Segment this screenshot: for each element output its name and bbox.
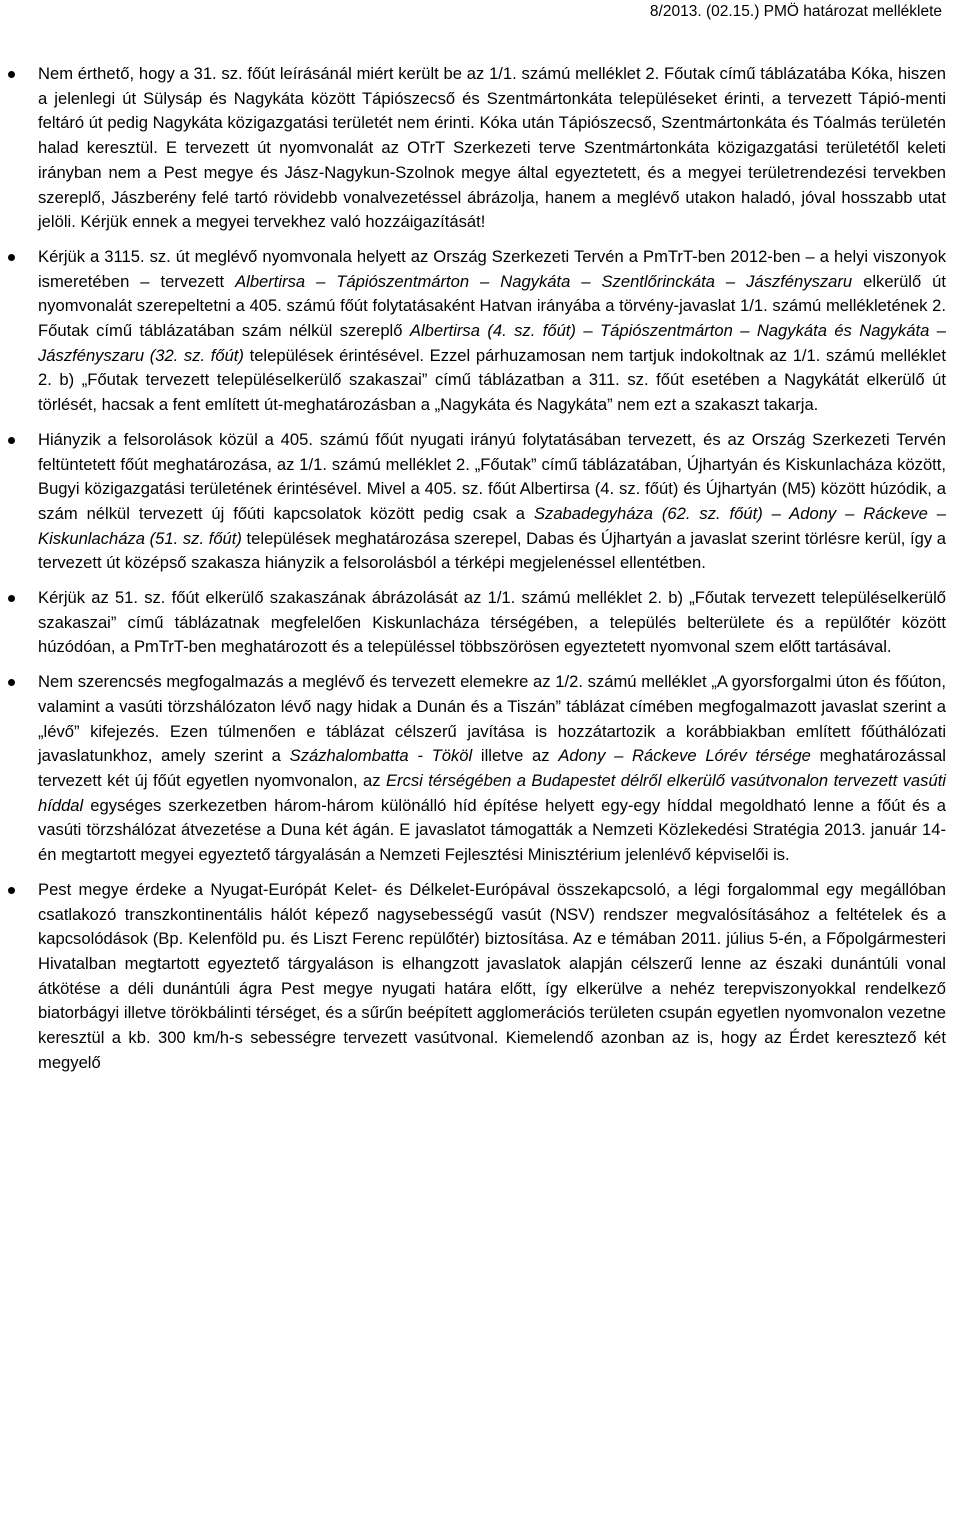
list-item: [38, 62, 946, 235]
list-item: [38, 428, 946, 576]
list-item: [38, 245, 946, 418]
list-item: [38, 878, 946, 1076]
text-run: Kérjük a 3115. sz. út meglévő nyomvonala helyett az Ország Szerkezeti Tervén a PmTrT-ben 2012-ben – a helyi viszonyok ismeretében – tervezett: [38, 246, 946, 291]
page-header: 8/2013. (02.15.) PMÖ határozat melléklete: [649, 3, 942, 20]
text-run: Nem szerencsés megfogalmazás a meglévő és tervezett elemekre az 1/2. számú melléklet „A gyorsforgalmi úton és főúton, valamint a vasúti törzshálózaton lévő nagy hidak a Dunán és a Tiszán” táblázat címében megfogalmazott javaslat szerint a „lévő” kifejezés. Ezen túlmenően e táblázat célszerű javítása is hozzátartozik a korábbiakban említett főúthálózati javaslatunkhoz, amely szerint a: [38, 672, 946, 766]
italic-text: Albertirsa (4. sz. főút) – Tápiószentmárton – Nagykáta és Nagykáta – Jászfényszaru (32. sz. főút): [38, 321, 946, 365]
text-run: egységes szerkezetben három-három különálló híd építése helyett egy-egy híddal megoldható lenne a főút és a vasúti törzshálózat átvezetése a Duna két ágán. E javaslatot támogatták a Nemzeti Közlekedési Stratégia 2013. január 14-én megtartott megyei egyeztető tárgyalásán a Nemzeti Fejlesztési Minisztérium jelenlévő képviselői is.: [38, 795, 946, 865]
bullet-list: [38, 62, 946, 1085]
paragraph: [38, 428, 946, 576]
bullet-icon: [8, 887, 15, 894]
text-run: Kérjük az 51. sz. főút elkerülő szakaszának ábrázolását az 1/1. számú melléklet 2. b) „Főutak tervezett településelkerülő szakaszai” című táblázatnak megfelelően Kiskunlacháza térségében, a település belterülete és a repülőtér között húzódóan, a PmTrT-ben meghatározott és a településsel többszörösen egyeztetett nyomvonal szem előtt tartásával.: [38, 588, 946, 657]
paragraph: [38, 586, 946, 660]
bullet-icon: [8, 595, 15, 602]
italic-text: Ercsi térségében a Budapestet délről elkerülő vasútvonalon tervezett vasúti híddal: [38, 770, 946, 815]
bullet-icon: [8, 437, 15, 444]
paragraph: [38, 878, 946, 1076]
text-run: elkerülő út nyomvonalát szerepeltetni a 405. számú főút folytatásaként Hatvan irányába a törvény-javaslat 1/1. számú mellékletének 2. Főutak című táblázatában szám nélkül szereplő: [38, 271, 947, 341]
italic-text: Százhalombatta - Tököl: [289, 746, 473, 766]
text-run: Hiányzik a felsorolások közül a 405. számú főút nyugati irányú folytatásában tervezett, és az Ország Szerkezeti Tervén feltüntetett főút meghatározása, az 1/1. számú melléklet 2. „Főutak” című táblázatában, Újhartyán és Kiskunlacháza között, Bugyi közigazgatási területének érintésével. Mivel a 405. sz. főút Albertirsa (4. sz. főút) és Újhartyán (M5) között húzódik, a szám nélkül tervezett új főúti kapcsolatok között pedig csak a: [38, 429, 946, 523]
italic-text: Adony – Ráckeve Lórév térsége: [558, 746, 811, 766]
italic-text: Szabadegyháza (62. sz. főút) – Adony – Ráckeve – Kiskunlacháza (51. sz. főút): [38, 503, 946, 548]
bullet-icon: [8, 254, 15, 261]
list-item: [38, 670, 946, 868]
text-run: Nem érthető, hogy a 31. sz. főút leírásánál miért került be az 1/1. számú melléklet 2. Főutak című táblázatába Kóka, hiszen a jelenlegi út Sülysáp és Nagykáta között Tápiószecső és Szentmártonkáta településeket érinti, a tervezett Tápió-menti feltáró út pedig Nagykáta közigazgatási területét nem érinti. Kóka után Tápiószecső, Szentmártonkáta és Tóalmás területén halad keresztül. E tervezett út nyomvonalát az OTrT Szerkezeti terve Szentmártonkáta közigazgatási területétől keleti irányban nem a Pest megye és Jász-Nagykun-Szolnok megye által egyeztetett, és a megyei területrendezési tervekben szereplő, Jászberény felé tartó rövidebb vonalvezetéssel ábrázolja, hanem a meglévő utakon haladó, jóval hosszabb utat jelöli. Kérjük ennek a megyei tervekhez való hozzáigazítását!: [38, 64, 946, 232]
text-run: Pest megye érdeke a Nyugat-Európát Kelet- és Délkelet-Európával összekapcsoló, a légi forgalommal egy megállóban csatlakozó transzkontinentális hálót képező nagysebességű vasút (NSV) rendszer megvalósításához a feltételek és a kapcsolódások (Bp. Kelenföld pu. és Liszt Ferenc repülőtér) biztosítása. Az e témában 2011. július 5-én, a Főpolgármesteri Hivatalban megtartott egyeztető tárgyaláson is elhangzott javaslatok alapján célszerű lenne az északi dunántúli vonal átkötése a déli dunántúli ágra Pest megye nyugati határa előtt, így elkerülve a nehéz terepviszonyokkal rendelkező biatorbágyi illetve törökbálinti térséget, és a sűrűn beépített agglomerációs területen csupán egyetlen nyomvonalon vezetne keresztül a kb. 300 km/h-s sebességre tervezett vasútvonal. Kiemelendő azonban az is, hogy az Érdet keresztező két megyelő: [38, 879, 946, 1072]
list-item: [38, 586, 946, 660]
paragraph: [38, 245, 946, 418]
text-run: települések meghatározása szerepel, Dabas és Újhartyán a javaslat szerint törlésre kerül, így a tervezett út középső szakasza hiányzik a felsorolásból a térképi megjelenéssel ellentétben.: [38, 528, 946, 573]
text-run: illetve az: [472, 746, 559, 766]
paragraph: [38, 670, 946, 868]
text-run: meghatározással tervezett két új főút egyetlen nyomvonalon, az: [38, 746, 946, 790]
text-run: települések érintésével. Ezzel párhuzamosan nem tartjuk indokoltnak az 1/1. számú melléklet 2. b) „Főutak tervezett településelkerülő szakaszai” című táblázatban a 311. sz. főút esetében a Nagykátát elkerülő út törlését, hacsak a fent említett út-meghatározásban a „Nagykáta és Nagykáta” nem ezt a szakaszt takarja.: [38, 345, 946, 415]
bullet-icon: [8, 679, 15, 686]
paragraph: [38, 62, 946, 235]
bullet-icon: [8, 71, 15, 78]
italic-text: Albertirsa – Tápiószentmárton – Nagykáta – Szentlőrinckáta – Jászfényszaru: [235, 271, 853, 291]
